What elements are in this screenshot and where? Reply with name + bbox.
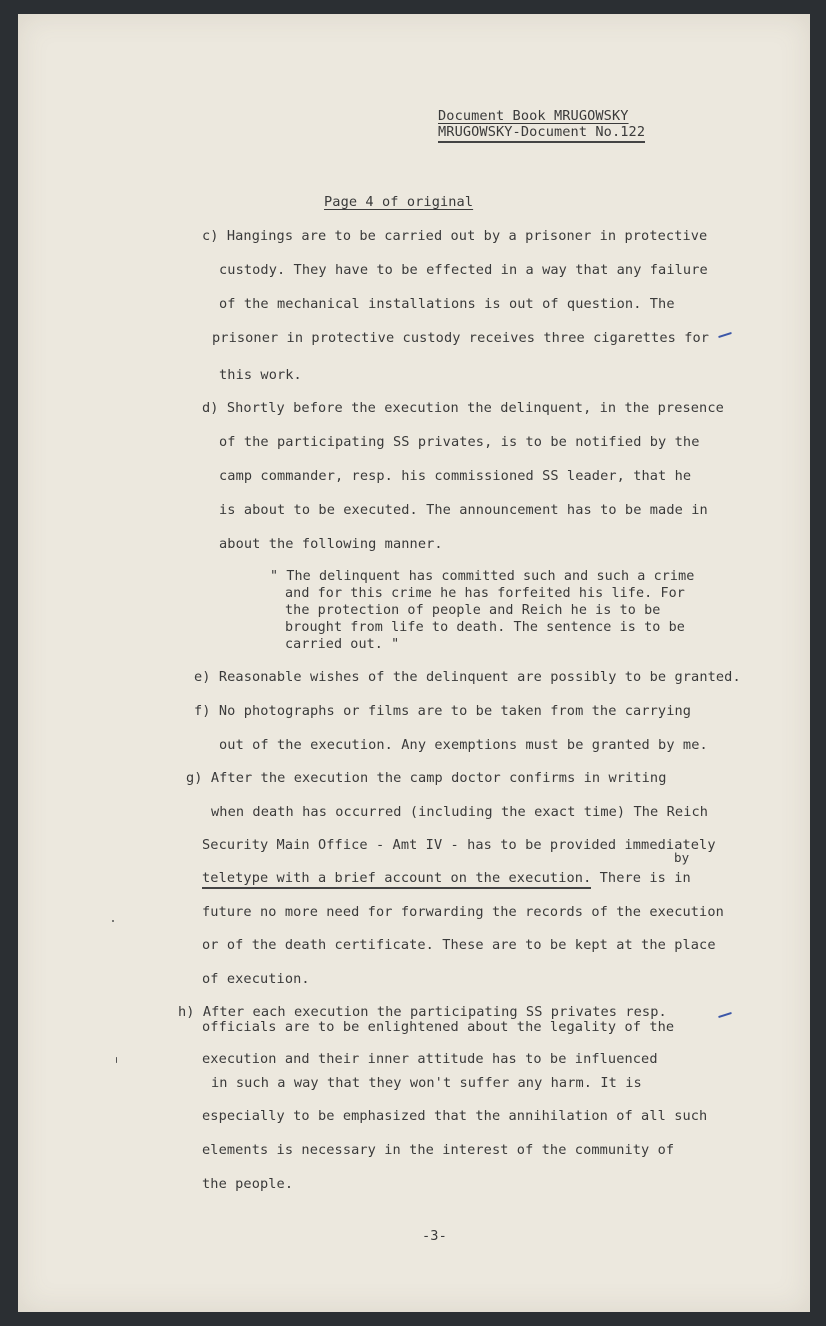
paragraph-line: about the following manner. xyxy=(219,536,443,552)
paragraph-line: d) Shortly before the execution the delinquent, in the presence xyxy=(202,400,724,416)
paragraph-line: especially to be emphasized that the annihilation of all such xyxy=(202,1108,708,1124)
page-number: -3- xyxy=(422,1228,447,1244)
paragraph-line: g) After the execution the camp doctor confirms in writing xyxy=(186,770,667,786)
paragraph-line: this work. xyxy=(219,367,302,383)
paragraph-e: e) Reasonable wishes of the delinquent are possibly to be granted. xyxy=(194,669,741,685)
paragraph-line: Security Main Office - Amt IV - has to be provided immediately xyxy=(202,837,716,853)
paragraph-line: in such a way that they won't suffer any harm. It is xyxy=(211,1075,642,1091)
inserted-word: by xyxy=(674,850,690,865)
paragraph-line: the people. xyxy=(202,1176,294,1192)
paper-speck xyxy=(112,920,114,922)
line-remainder: There is in xyxy=(591,870,691,886)
document-number-label: MRUGOWSKY-Document No.122 xyxy=(438,124,645,143)
margin-pen-mark xyxy=(718,332,732,338)
quote-line: the protection of people and Reich he is to be xyxy=(285,603,661,618)
paper-speck xyxy=(116,1057,117,1063)
paragraph-line: camp commander, resp. his commissioned SS leader, that he xyxy=(219,468,692,484)
paragraph-line: h) After each execution the participating SS privates resp. xyxy=(178,1004,667,1020)
margin-pen-mark xyxy=(718,1012,732,1018)
paragraph-line: of the participating SS privates, is to be notified by the xyxy=(219,434,700,450)
paragraph-line: is about to be executed. The announcement has to be made in xyxy=(219,502,708,518)
underlined-phrase: teletype with a brief account on the execution. xyxy=(202,870,591,889)
paragraph-line: elements is necessary in the interest of the community of xyxy=(202,1142,675,1158)
quote-line: brought from life to death. The sentence is to be xyxy=(285,620,685,635)
paragraph-line xyxy=(202,870,691,886)
document-book-label: Document Book MRUGOWSKY xyxy=(438,108,629,124)
paragraph-line: out of the execution. Any exemptions must be granted by me. xyxy=(219,737,708,753)
paragraph-line: custody. They have to be effected in a way that any failure xyxy=(219,262,708,278)
paragraph-line: c) Hangings are to be carried out by a prisoner in protective xyxy=(202,228,708,244)
paragraph-line: future no more need for forwarding the records of the execution xyxy=(202,904,724,920)
page-reference: Page 4 of original xyxy=(324,194,474,210)
quote-line: carried out. " xyxy=(285,637,400,652)
paragraph-line: when death has occurred (including the exact time) The Reich xyxy=(211,804,709,820)
paragraph-line: or of the death certificate. These are to be kept at the place xyxy=(202,937,716,953)
paragraph-line: execution and their inner attitude has to be influenced xyxy=(202,1051,658,1067)
paragraph-line: prisoner in protective custody receives three cigarettes for xyxy=(212,330,710,346)
document-page xyxy=(18,14,810,1312)
quote-line: and for this crime he has forfeited his life. For xyxy=(285,586,685,601)
quote-line: " The delinquent has committed such and such a crime xyxy=(270,569,695,584)
paragraph-line: of execution. xyxy=(202,971,310,987)
paragraph-line: f) No photographs or films are to be taken from the carrying xyxy=(194,703,692,719)
paragraph-line: officials are to be enlightened about the legality of the xyxy=(202,1019,675,1035)
paragraph-line: of the mechanical installations is out of question. The xyxy=(219,296,675,312)
